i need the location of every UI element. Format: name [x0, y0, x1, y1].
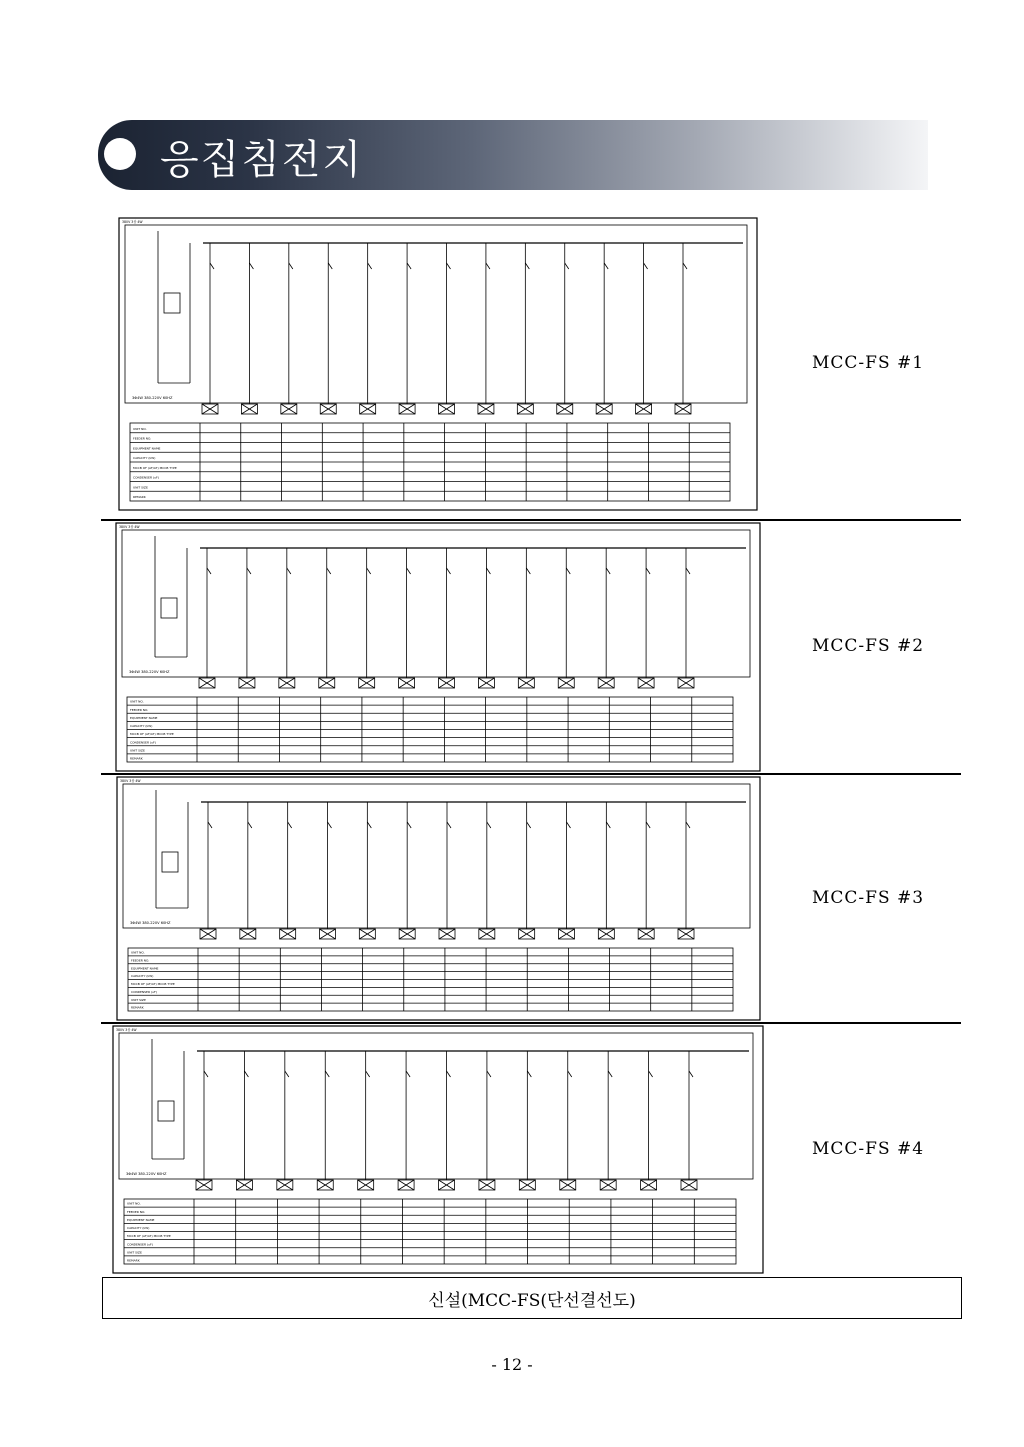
table-row-header: MCCB OF (AF/AT) MCCB TYPE	[130, 732, 174, 737]
table-row-header: UNIT NO.	[130, 699, 144, 704]
breaker-symbol	[525, 263, 529, 269]
table-row-header: FEEDER NO.	[131, 958, 150, 963]
table-row-header: UNIT SIZE	[131, 997, 146, 1002]
breaker-symbol	[604, 263, 608, 269]
table-row-header: REMARK	[127, 1258, 140, 1263]
breaker-symbol	[407, 822, 411, 828]
breaker-symbol	[486, 263, 490, 269]
table-row-header: CAPACITY (kW)	[133, 456, 156, 461]
breaker-symbol	[568, 1071, 572, 1077]
breaker-symbol	[646, 822, 650, 828]
table-row-header: REMARK	[131, 1005, 144, 1010]
breaker-symbol	[327, 568, 331, 574]
table-row-header: MCCB OF (AF/AT) MCCB TYPE	[133, 465, 177, 470]
table-row-header: UNIT NO.	[133, 426, 147, 431]
table-row-header: CONDENSER (uF)	[131, 989, 157, 994]
table-row-header: CONDENSER (uF)	[133, 475, 159, 480]
breaker-symbol	[325, 1071, 329, 1077]
breaker-symbol	[244, 1071, 248, 1077]
breaker-symbol	[367, 822, 371, 828]
figure-caption: 신설(MCC-FS(단선결선도)	[102, 1277, 962, 1319]
breaker-symbol	[608, 1071, 612, 1077]
panel-outline	[123, 784, 750, 928]
table-row-header: UNIT SIZE	[127, 1250, 142, 1255]
breaker-symbol	[248, 822, 252, 828]
schematic-group	[113, 1026, 763, 1273]
table-row-header: REMARK	[130, 756, 143, 761]
breaker-symbol	[285, 1071, 289, 1077]
panel-outline	[122, 530, 750, 677]
diagram-label-3: MCC-FS #3	[812, 888, 925, 908]
table-row-header: EQUIPMENT NAME	[130, 715, 158, 720]
breaker-symbol	[686, 822, 690, 828]
breaker-symbol	[368, 263, 372, 269]
diagram-frame	[119, 218, 757, 510]
divider	[101, 773, 961, 775]
breaker-symbol	[527, 822, 531, 828]
meter-box	[158, 1101, 174, 1121]
supply-rating: 3Φ4W 380-220V 60HZ	[126, 1172, 167, 1176]
breaker-symbol	[249, 263, 253, 269]
diagram-frame	[113, 1026, 763, 1273]
table-row-header: FEEDER NO.	[133, 436, 152, 441]
breaker-symbol	[367, 568, 371, 574]
breaker-symbol	[565, 263, 569, 269]
supply-rating: 3Φ4W 380-220V 60HZ	[130, 921, 171, 925]
supply-rating: 3Φ4W 380-220V 60HZ	[129, 670, 170, 674]
breaker-symbol	[689, 1071, 693, 1077]
panel-outline	[119, 1033, 753, 1179]
table-row-header: CAPACITY (kW)	[130, 724, 153, 729]
breaker-symbol	[207, 568, 211, 574]
breaker-symbol	[407, 263, 411, 269]
breaker-symbol	[649, 1071, 653, 1077]
table-row-header: UNIT SIZE	[130, 748, 145, 753]
single-line-diagram-1	[118, 217, 758, 511]
page-number: - 12 -	[491, 1355, 533, 1374]
breaker-symbol	[407, 568, 411, 574]
breaker-symbol	[289, 263, 293, 269]
single-line-diagram-4	[112, 1025, 764, 1274]
breaker-symbol	[287, 568, 291, 574]
breaker-symbol	[646, 568, 650, 574]
breaker-symbol	[487, 1071, 491, 1077]
table-row-header: CONDENSER (uF)	[127, 1242, 153, 1247]
schematic-group	[116, 523, 760, 771]
panel-outline	[125, 225, 747, 403]
breaker-symbol	[204, 1071, 208, 1077]
breaker-symbol	[247, 568, 251, 574]
breaker-symbol	[526, 568, 530, 574]
source-note: 380V 3상 4W	[122, 220, 143, 224]
breaker-symbol	[486, 568, 490, 574]
breaker-symbol	[686, 568, 690, 574]
breaker-symbol	[447, 263, 451, 269]
diagram-frame	[117, 777, 760, 1020]
table-row-header: CAPACITY (kW)	[131, 974, 154, 979]
breaker-symbol	[210, 263, 214, 269]
breaker-symbol	[606, 568, 610, 574]
breaker-symbol	[527, 1071, 531, 1077]
breaker-symbol	[567, 822, 571, 828]
diagram-label-4: MCC-FS #4	[812, 1139, 925, 1159]
breaker-symbol	[328, 822, 332, 828]
bullet-icon	[104, 138, 136, 170]
table-row-header: REMARK	[133, 495, 146, 500]
source-note: 380V 3상 4W	[120, 779, 141, 783]
breaker-symbol	[447, 568, 451, 574]
divider	[101, 1022, 961, 1024]
breaker-symbol	[487, 822, 491, 828]
supply-rating: 3Φ4W 380-220V 60HZ	[132, 396, 173, 400]
breaker-symbol	[683, 263, 687, 269]
breaker-symbol	[606, 822, 610, 828]
meter-box	[162, 852, 178, 872]
breaker-symbol	[366, 1071, 370, 1077]
breaker-symbol	[447, 1071, 451, 1077]
source-note: 380V 3상 4W	[116, 1028, 137, 1032]
table-row-header: CONDENSER (uF)	[130, 740, 156, 745]
table-row-header: EQUIPMENT NAME	[131, 966, 159, 971]
meter-box	[164, 293, 180, 313]
table-row-header: CAPACITY (kW)	[127, 1226, 150, 1231]
source-note: 380V 3상 4W	[119, 525, 140, 529]
breaker-symbol	[406, 1071, 410, 1077]
table-row-header: UNIT SIZE	[133, 485, 148, 490]
table-row-header: UNIT NO.	[131, 950, 145, 955]
table-row-header: FEEDER NO.	[127, 1209, 146, 1214]
schematic-group	[117, 777, 760, 1020]
schematic-group	[119, 218, 757, 510]
table-row-header: EQUIPMENT NAME	[127, 1217, 155, 1222]
divider	[101, 519, 961, 521]
single-line-diagram-2	[115, 522, 761, 772]
diagram-frame	[116, 523, 760, 771]
table-row-header: EQUIPMENT NAME	[133, 446, 161, 451]
table-row-header: MCCB OF (AF/AT) MCCB TYPE	[127, 1234, 171, 1239]
meter-box	[161, 598, 177, 618]
table-row-header: UNIT NO.	[127, 1201, 141, 1206]
breaker-symbol	[644, 263, 648, 269]
breaker-symbol	[328, 263, 332, 269]
table-row-header: FEEDER NO.	[130, 707, 149, 712]
diagram-label-1: MCC-FS #1	[812, 353, 925, 373]
page-title: 응집침전지	[160, 137, 364, 183]
diagram-label-2: MCC-FS #2	[812, 636, 925, 656]
breaker-symbol	[566, 568, 570, 574]
table-row-header: MCCB OF (AF/AT) MCCB TYPE	[131, 982, 175, 987]
breaker-symbol	[208, 822, 212, 828]
single-line-diagram-3	[116, 776, 761, 1021]
breaker-symbol	[288, 822, 292, 828]
breaker-symbol	[447, 822, 451, 828]
